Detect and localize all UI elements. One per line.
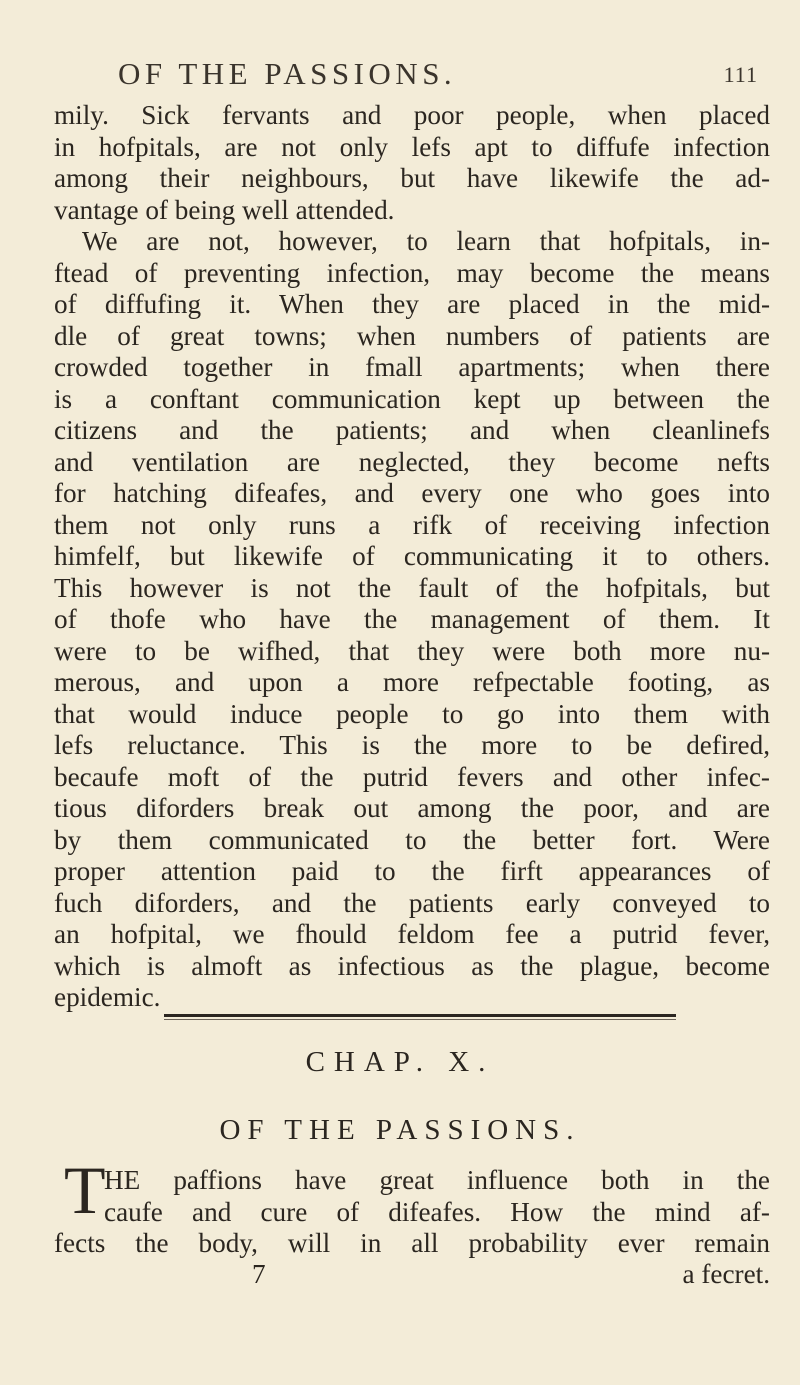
text-line: This however is not the fault of the hofpitals, but — [54, 572, 770, 603]
paragraph-passions — [54, 1165, 770, 1260]
text-line: lefs reluctance. This is the more to be defired, — [54, 730, 770, 760]
text-line: becaufe moft of the putrid fevers and other infec- — [54, 761, 770, 792]
text-line: in hofpitals, are not only lefs apt to diffufe infection — [54, 131, 770, 162]
running-head-title: OF THE PASSIONS. — [118, 56, 457, 91]
text-line: among their neighbours, but have likewife the ad- — [54, 163, 770, 193]
text-line: fuch diforders, and the patients early conveyed to — [54, 887, 770, 918]
text-line: mily. Sick fervants and poor people, when placed — [54, 100, 770, 130]
paragraph-hospitals — [54, 100, 770, 1014]
text-line: which is almoft as infectious as the plague, become — [54, 950, 770, 981]
text-line: of diffufing it. When they are placed in the mid- — [54, 289, 770, 319]
text-line: vantage of being well attended. — [54, 194, 395, 225]
text-line: HE paffions have great influence both in the — [104, 1165, 770, 1195]
text-line: tious diforders break out among the poor, and are — [54, 793, 770, 823]
text-line: and ventilation are neglected, they become nefts — [54, 446, 770, 477]
running-head — [118, 56, 758, 96]
text-line: fects the body, will in all probability ever remain — [54, 1228, 770, 1258]
text-line: crowded together in fmall apartments; when there — [54, 352, 770, 382]
chapter-divider-rule — [164, 1014, 676, 1017]
page-number: 111 — [723, 62, 758, 87]
text-line: of thofe who have the management of them. It — [54, 604, 770, 634]
text-line: were to be wifhed, that they were both more nu- — [54, 635, 770, 666]
text-line: dle of great towns; when numbers of patients are — [54, 320, 770, 351]
text-line: is a conftant communication kept up between the — [54, 383, 770, 414]
text-line: proper attention paid to the firft appearances of — [54, 856, 770, 886]
text-line: citizens and the patients; and when cleanlinefs — [54, 415, 770, 445]
page-footer — [54, 1259, 770, 1291]
text-line: by them communicated to the better fort. Were — [54, 824, 770, 855]
text-line: ftead of preventing infection, may become the means — [54, 257, 770, 288]
text-line: them not only runs a rifk of receiving infection — [54, 509, 770, 540]
text-line: We are not, however, to learn that hofpitals, in- — [82, 226, 770, 256]
chapter-title: OF THE PASSIONS. — [219, 1114, 581, 1146]
catchword: a fecret. — [682, 1259, 770, 1289]
text-line: caufe and cure of difeafes. How the mind af- — [104, 1196, 770, 1227]
text-line: epidemic. — [54, 982, 161, 1012]
signature-mark: 7 — [252, 1259, 266, 1289]
text-line: an hofpital, we fhould feldom fee a putrid fever, — [54, 919, 770, 949]
text-line: merous, and upon a more refpectable footing, as — [54, 667, 770, 697]
text-line: himfelf, but likewife of communicating it to others. — [54, 541, 770, 571]
drop-cap: T — [64, 1152, 106, 1228]
chapter-label: CHAP. X. — [305, 1046, 495, 1078]
text-line: for hatching difeafes, and every one who goes into — [54, 478, 770, 508]
text-line: that would induce people to go into them with — [54, 698, 770, 729]
